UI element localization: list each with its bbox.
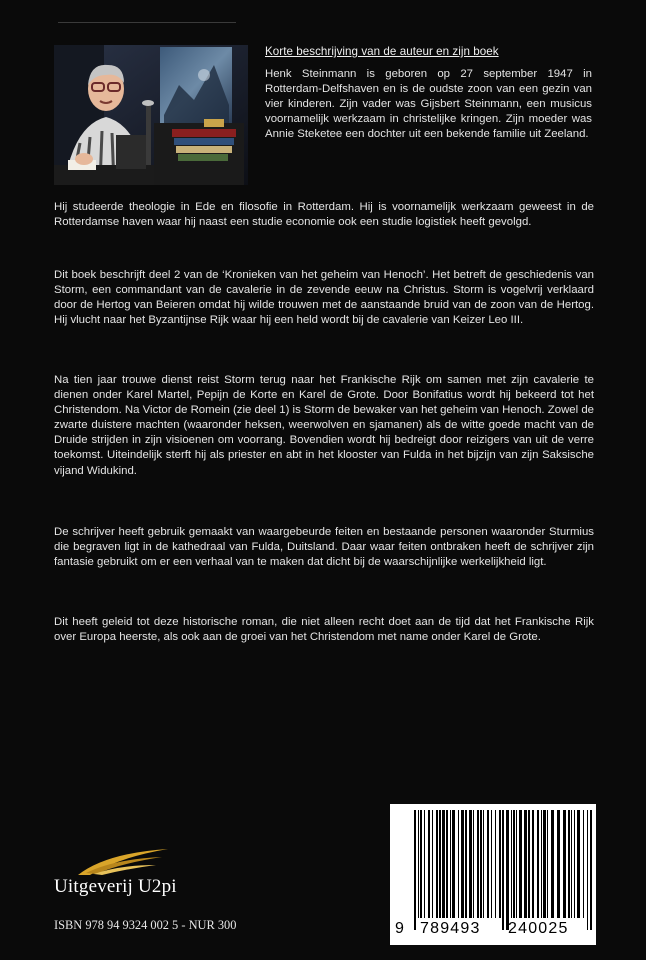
barcode-bar xyxy=(519,810,522,918)
author-bio-paragraph: Henk Steinmann is geboren op 27 september 1947 in Rotterdam-Delfshaven en is de oudste zoon van een gezin van vier kinderen. Zijn vader was Gijsbert Steinmann, een musicus voornamelijk werkzaam in christelijke kringen. Zijn moeder was Annie Steketee een dochter uit een bekende familie uit Zeeland. xyxy=(265,68,592,141)
barcode-bar xyxy=(432,810,433,918)
barcode-bar xyxy=(537,810,539,918)
barcode-bar xyxy=(424,810,425,918)
section-heading: Korte beschrijving van de auteur en zijn boek xyxy=(265,45,499,58)
barcode-bar xyxy=(465,810,467,918)
story-paragraph: Na tien jaar trouwe dienst reist Storm terug naar het Frankische Rijk om samen met zijn cavalerie te dienen onder Karel Martel, Pepijn de Korte en Karel de Grote. Door Bonifatius wordt hij bekeerd tot het Christendom. Na Victor de Romein (zie deel 1) is Storm de bewaker van het geheim van Henoch. Zowel de zwarte duistere machten (waaronder heksen, weerwolven en sjamanen) als de witte goede macht van de Druide strijden in zijn visioenen om voorrang. Bovendien wordt hij bedreigt door reizigers van uit de verre toekomst. Uiteindelijk sterft hij als priester en abt in het klooster van Fulda in het bijzijn van zijn Saksische vijand Widukind. xyxy=(54,374,594,477)
barcode-bar xyxy=(587,810,588,930)
barcode-bar xyxy=(414,810,416,930)
barcode-bar xyxy=(420,810,422,918)
barcode-bar xyxy=(557,810,560,918)
barcode-bar xyxy=(583,810,584,918)
barcode-bar xyxy=(590,810,592,930)
barcode-bar xyxy=(506,810,509,930)
barcode-bar xyxy=(436,810,438,918)
publisher-logo xyxy=(54,845,224,900)
barcode-first-digit: 9 xyxy=(395,920,406,937)
publisher-name: Uitgeverij U2pi xyxy=(54,876,177,897)
isbn-line: ISBN 978 94 9324 002 5 - NUR 300 xyxy=(54,918,237,932)
barcode-bar xyxy=(495,810,496,918)
barcode-bar xyxy=(563,810,566,918)
barcode-bar xyxy=(458,810,459,918)
barcode-bar xyxy=(516,810,517,918)
barcode-bar xyxy=(461,810,464,918)
top-divider xyxy=(58,22,236,23)
barcode-bar xyxy=(477,810,479,918)
barcode-bar xyxy=(528,810,530,918)
barcode-bar xyxy=(571,810,572,918)
barcode-bar xyxy=(541,810,542,918)
author-photo-image xyxy=(54,45,248,185)
barcode-bar xyxy=(483,810,484,918)
barcode-bar xyxy=(450,810,451,918)
barcode-bar xyxy=(418,810,419,918)
barcode-bar xyxy=(551,810,554,918)
barcode-bar xyxy=(452,810,455,918)
barcode-bar xyxy=(524,810,527,918)
barcode-bar xyxy=(547,810,548,918)
barcode-bar xyxy=(532,810,534,918)
author-photo xyxy=(54,45,248,185)
barcode-bar xyxy=(511,810,512,918)
sources-paragraph: De schrijver heeft gebruik gemaakt van waargebeurde feiten en bestaande personen waaronder Sturmius die begraven ligt in de kathedraal van Fulda, Duitsland. Daar waar feiten ontbraken heeft de schrijver zijn fantasie gebruikt om er een verhaal van te maken dat dicht bij de waarschijnlijke werkelijkheid ligt. xyxy=(54,526,594,569)
barcode-bar xyxy=(428,810,430,918)
education-paragraph: Hij studeerde theologie in Ede en filosofie in Rotterdam. Hij is voornamelijk werkzaam geweest in de Rotterdamse haven waar hij naast een studie economie ook een studie logistiek heeft gevolgd. xyxy=(54,201,594,229)
gold-swoosh-icon xyxy=(76,845,172,877)
barcode-bar xyxy=(439,810,441,918)
barcode-bar xyxy=(502,810,504,930)
barcode xyxy=(390,804,596,945)
barcode-bar xyxy=(574,810,575,918)
barcode-bar xyxy=(442,810,445,918)
book-summary-paragraph: Dit boek beschrijft deel 2 van de ‘Kronieken van het geheim van Henoch’. Het betreft de geschiedenis van Storm, een commandant van de cavalerie in de zevende eeuw na Christus. Storm is vogelvrij verklaard door de Hertog van Beieren omdat hij wilde trouwen met de aanstaande bruid van de zoon van de Hertog. Hij vlucht naar het Byzantijnse Rijk waar hij een held wordt bij de cavalerie van Keizer Leo III. xyxy=(54,269,594,327)
barcode-bar xyxy=(577,810,580,918)
barcode-bar xyxy=(446,810,448,918)
barcode-bar xyxy=(469,810,472,918)
closing-paragraph: Dit heeft geleid tot deze historische roman, die niet alleen recht doet aan de tijd dat het Frankische Rijk over Europa heerste, als ook aan de groei van het Christendom met name onder Karel de Grote. xyxy=(54,616,594,644)
barcode-bar xyxy=(499,810,501,918)
barcode-bar xyxy=(480,810,482,918)
barcode-bar xyxy=(491,810,492,918)
barcode-left-group: 789493 xyxy=(420,920,481,937)
barcode-bar xyxy=(543,810,546,918)
barcode-bar xyxy=(473,810,474,918)
barcode-bar xyxy=(568,810,570,918)
barcode-bar xyxy=(487,810,489,918)
barcode-bar xyxy=(513,810,515,918)
barcode-right-group: 240025 xyxy=(508,920,569,937)
barcode-number xyxy=(390,920,596,942)
